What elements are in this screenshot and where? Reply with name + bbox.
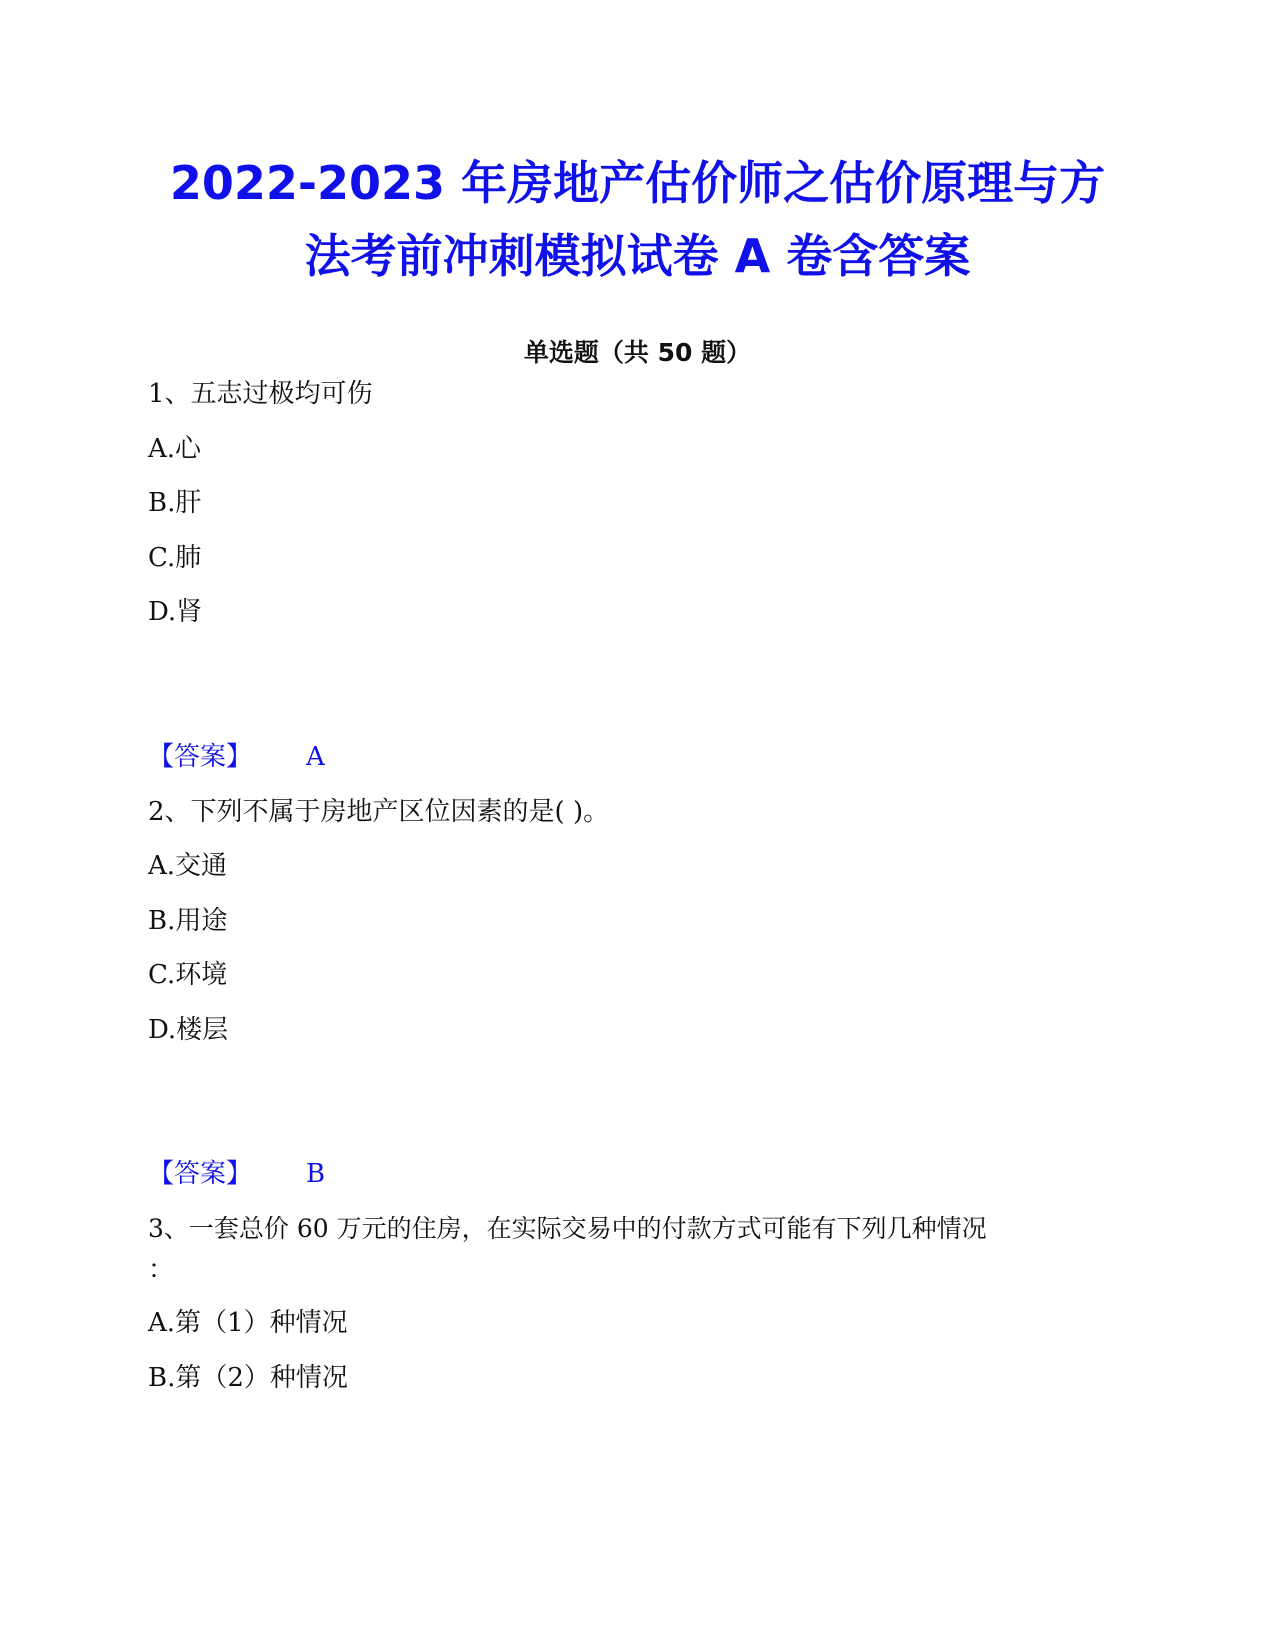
- question-3-option-b: B.第（2）种情况: [148, 1363, 348, 1393]
- question-3-option-a: A.第（1）种情况: [148, 1308, 348, 1338]
- document-title-line-1: 2022-2023 年房地产估价师之估价原理与方: [169, 156, 1106, 210]
- answer-label: 【答案】: [148, 1159, 253, 1189]
- question-3-stem: 3、一套总价 60 万元的住房，在实际交易中的付款方式可能有下列几种情况: [148, 1214, 987, 1243]
- question-2-option-d: D.楼层: [148, 1015, 229, 1045]
- question-2-option-b: B.用途: [148, 906, 228, 936]
- question-2-option-c: C.环境: [148, 960, 228, 990]
- question-2-option-a: A.交通: [148, 851, 228, 881]
- question-2-answer: [148, 1161, 325, 1187]
- question-1-option-b: B.肝: [148, 488, 202, 518]
- question-1-option-d: D.肾: [148, 597, 203, 627]
- answer-value: B: [306, 1159, 326, 1189]
- question-1-option-c: C.肺: [148, 543, 202, 573]
- question-1-stem: 1、五志过极均可伤: [148, 379, 373, 409]
- question-2-stem: 2、下列不属于房地产区位因素的是( )。: [148, 797, 610, 827]
- answer-label: 【答案】: [148, 742, 253, 772]
- question-1-answer: [148, 744, 325, 770]
- section-header: 单选题（共 50 题）: [523, 338, 752, 367]
- answer-value: A: [306, 742, 325, 772]
- document-title-line-2: 法考前冲刺模拟试卷 A 卷含答案: [304, 229, 971, 283]
- question-1-option-a: A.心: [148, 434, 202, 464]
- question-3-stem-continued: ：: [148, 1255, 175, 1285]
